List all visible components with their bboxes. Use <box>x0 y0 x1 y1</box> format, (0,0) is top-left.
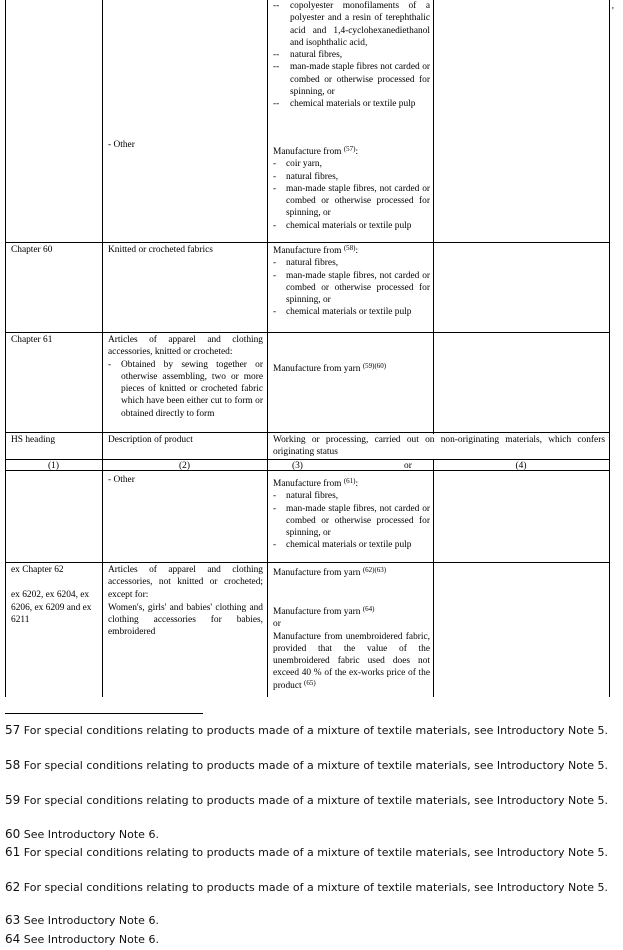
row-divider <box>5 562 610 563</box>
footnote <box>5 827 617 842</box>
footnote-number: 60 <box>5 827 21 841</box>
list-item-text: chemical materials or textile pulp <box>286 220 412 231</box>
other-rule: Manufacture from $^{(61)}$: - natural fibres, - man-made staple fibres, not carded or combed or otherwise processed for spinning, or - chemical materials or textile pulp <box>273 477 430 551</box>
footnote-text: For special conditions relating to products made of a mixture of textile materials, see Introductory Note 5. <box>23 759 609 772</box>
footnote-ref[interactable]: (64) <box>362 605 375 613</box>
list-item: - man-made staple fibres, not carded or combed or otherwise processed for spinning, or <box>273 503 430 539</box>
description-text: Articles of apparel and clothing accessories, not knitted or crocheted; except for: <box>108 565 263 600</box>
list-item-text: chemical materials or textile pulp <box>286 307 412 318</box>
table-border-right <box>609 0 610 697</box>
list-item: - natural fibres, <box>273 171 339 182</box>
rule-text: Manufacture from yarn <box>273 607 361 617</box>
chapter-61-rule <box>273 363 430 375</box>
footnote <box>5 793 617 808</box>
column-number: (1) <box>48 461 59 471</box>
chapter-60-rule: Manufacture from $^{(58)}$: - natural fibres, - man-made staple fibres, not carded or combed or otherwise processed for spinning, or - chemical materials or textile pulp <box>273 244 430 318</box>
column-number: (2) <box>179 461 190 471</box>
footnote-number: 62 <box>5 880 21 894</box>
rule-text: Manufacture from unembroidered fabric, provided that the value of the unembroidered fabric used does not exceed 40 % of the ex-works price of the product <box>273 631 430 691</box>
header-num-2 <box>102 460 267 472</box>
description-text: Articles of apparel and clothing accessories, knitted or crocheted: <box>108 335 263 358</box>
header-num-1 <box>5 460 102 472</box>
chapter-60-heading <box>11 244 99 256</box>
header-num-4 <box>433 460 609 472</box>
description-text: - Other <box>108 475 135 485</box>
rule-text: Manufacture from yarn <box>273 364 361 374</box>
column-header: Description of product <box>108 435 193 445</box>
list-item: -- man-made staple fibres not carded or combed or otherwise processed for spinning, or <box>273 62 430 98</box>
footnote-number: 59 <box>5 793 21 807</box>
footnote-text: For special conditions relating to products made of a mixture of textile materials, see Introductory Note 5. <box>23 794 609 807</box>
footnote-ref[interactable]: (58) <box>343 244 356 252</box>
rule-intro-text: Manufacture from <box>273 147 342 157</box>
chapter-62-rule-a <box>273 567 430 579</box>
chapter-61-heading <box>11 334 99 346</box>
column-number: (3) <box>292 461 303 471</box>
list-item: - coir yarn, <box>273 159 322 170</box>
footnote-number: 64 <box>5 932 21 946</box>
list-item: - natural fibres, <box>273 258 339 269</box>
footnote-text: See Introductory Note 6. <box>23 914 159 927</box>
rule-text: Manufacture from yarn <box>273 568 361 578</box>
column-or: or <box>404 461 412 471</box>
rule-intro-text: Manufacture from <box>273 246 342 256</box>
list-item: - chemical materials or textile pulp <box>273 220 412 231</box>
chapter-62-description <box>108 564 263 639</box>
list-item-text: Obtained by sewing together or otherwise assembling, two or more pieces of knitted or crocheted fabric which have been either cut to form or obtained directly to form <box>121 359 263 419</box>
column-divider-2 <box>267 0 268 697</box>
col3-top-other: Manufacture from $^{(57)}$: - coir yarn, - natural fibres, - man-made staple fibres, not carded or combed or otherwise processed for spinning, or - chemical materials or textile pulp <box>273 145 430 231</box>
column-divider-3 <box>433 0 434 434</box>
column-header: Working or processing, carried out on non-originating materials, which confers originating status <box>273 435 605 458</box>
footnote-text: See Introductory Note 6. <box>23 933 159 946</box>
margin-mark: ' <box>612 6 614 17</box>
list-item-text: natural fibres, <box>286 258 339 269</box>
col3-top-materials <box>273 0 430 111</box>
footnote <box>5 845 617 860</box>
footnote-text: For special conditions relating to products made of a mixture of textile materials, see Introductory Note 5. <box>23 881 609 894</box>
list-item: -- copolyester monofilaments of a polyester and a resin of terephthalic acid and 1,4-cyclohexanediethanol and isophthalic acid, <box>273 1 430 48</box>
header-working <box>273 434 605 459</box>
footnote <box>5 932 617 947</box>
row-divider <box>5 332 610 333</box>
list-item: -- chemical materials or textile pulp <box>273 99 416 110</box>
footnote <box>5 880 617 895</box>
footnote-number: 57 <box>5 723 21 737</box>
header-num-3 <box>292 460 322 472</box>
column-header: HS heading <box>11 435 56 445</box>
chapter-60-description <box>108 244 263 256</box>
list-item: - man-made staple fibres, not carded or combed or otherwise processed for spinning, or <box>273 183 430 219</box>
footnote <box>5 723 617 738</box>
footnote-number: 63 <box>5 913 21 927</box>
rules-of-origin-table <box>5 0 610 697</box>
footnote <box>5 913 617 928</box>
footnote-ref[interactable]: (65) <box>303 678 316 687</box>
hs-heading-text: Chapter 60 <box>11 245 53 255</box>
list-item: - chemical materials or textile pulp <box>273 540 412 551</box>
chapter-62-heading <box>11 564 99 626</box>
footnote-text: See Introductory Note 6. <box>23 828 159 841</box>
list-item-text: man-made staple fibres, not carded or combed or otherwise processed for spinning, or <box>286 183 430 219</box>
list-item-text: coir yarn, <box>286 159 322 170</box>
rule-or: or <box>273 619 281 630</box>
list-item-text: chemical materials or textile pulp <box>290 99 416 110</box>
list-item: - chemical materials or textile pulp <box>273 307 412 318</box>
header-hs-heading <box>11 434 99 446</box>
hs-heading-text: Chapter 61 <box>11 335 53 345</box>
table-border-left <box>5 0 6 697</box>
list-item: -- natural fibres, <box>273 50 343 61</box>
rule-intro-text: Manufacture from <box>273 479 342 489</box>
row-divider <box>5 242 610 243</box>
column-divider-1 <box>102 0 103 697</box>
header-description <box>108 434 263 446</box>
footnote-text: For special conditions relating to products made of a mixture of textile materials, see Introductory Note 5. <box>23 846 609 859</box>
footnote-separator <box>5 713 203 714</box>
list-item-text: chemical materials or textile pulp <box>286 540 412 551</box>
other-description <box>108 474 263 486</box>
chapter-61-description <box>108 334 263 420</box>
hs-heading-subcodes: ex 6202, ex 6204, ex 6206, ex 6209 and ex 6211 <box>11 590 92 625</box>
list-item-text: natural fibres, <box>286 171 339 182</box>
list-item-text: copolyester monofilaments of a polyester and a resin of terephthalic acid and 1,4-cyclohexanediethanol and isophthalic acid, <box>290 1 430 48</box>
list-item: - Obtained by sewing together or otherwise assembling, two or more pieces of knitted or crocheted fabric which have been either cut to form or obtained directly to form <box>108 359 263 419</box>
description-text: Knitted or crocheted fabrics <box>108 245 213 255</box>
description-text: - Other <box>108 140 135 150</box>
header-or <box>404 460 424 472</box>
list-item: - man-made staple fibres, not carded or combed or otherwise processed for spinning, or <box>273 270 430 306</box>
column-divider-3b <box>433 460 434 697</box>
footnote-number: 61 <box>5 845 21 859</box>
footnote-text: For special conditions relating to products made of a mixture of textile materials, see Introductory Note 5. <box>23 724 609 737</box>
list-item-text: man-made staple fibres not carded or combed or otherwise processed for spinning, or <box>290 62 430 98</box>
footnote-ref[interactable]: (59)(60) <box>362 362 387 370</box>
row-divider <box>5 432 610 433</box>
footnote-ref[interactable]: (62)(63) <box>362 566 387 574</box>
footnote-ref[interactable]: (61) <box>343 477 356 485</box>
footnote <box>5 758 617 773</box>
list-item-text: man-made staple fibres, not carded or combed or otherwise processed for spinning, or <box>286 270 430 306</box>
footnote-ref[interactable]: (57) <box>343 145 356 153</box>
column-number: (4) <box>515 461 527 471</box>
col2-other-top <box>108 139 263 151</box>
footnote-number: 58 <box>5 758 21 772</box>
list-item-text: natural fibres, <box>286 491 339 502</box>
list-item-text: man-made staple fibres, not carded or combed or otherwise processed for spinning, or <box>286 503 430 539</box>
description-exception: Women's, girls' and babies' clothing and clothing accessories for babies, embroidered <box>108 602 263 638</box>
list-item: - natural fibres, <box>273 491 339 502</box>
chapter-62-rule-b <box>273 606 430 692</box>
hs-heading-text: ex Chapter 62 <box>11 565 64 575</box>
list-item-text: natural fibres, <box>290 50 343 61</box>
